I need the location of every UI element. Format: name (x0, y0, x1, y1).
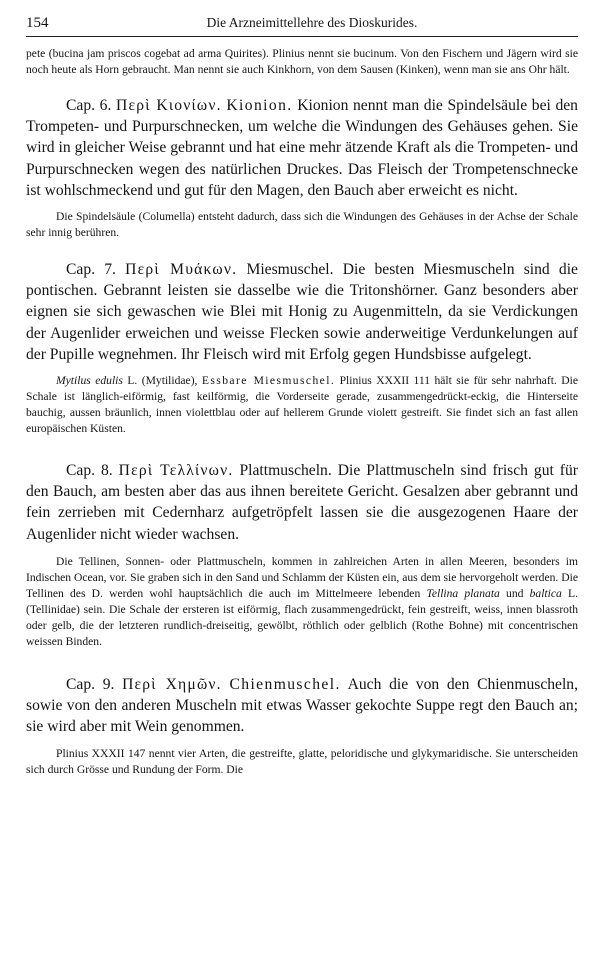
chapter-7-species: Mytilus edulis (56, 374, 123, 388)
page-number: 154 (26, 15, 49, 31)
chapter-8-conjunction: und (506, 586, 524, 600)
chapter-9-greek-title: Περὶ Χημῶν. (122, 675, 222, 693)
chapter-7-greek-title: Περὶ Μυάκων. (125, 261, 238, 279)
chapter-7-note (26, 373, 578, 437)
chapter-8-note (26, 554, 578, 650)
chapter-8-species-2: baltica (529, 586, 562, 600)
chapter-6-body: Kionion nennt man die Spindelsäule bei den Trompeten- und Purpurschnecken, um welche die Windungen des Gehäuses gehen. Sie wird in gleicher Weise gebrannt und hat eine mehr ätzende Kraft als die Trompeten- und Purpurschnecken wegen des natürlichen Druckes. Das Fleisch der Trompetenschnecke ist wohlschmeckend und gut für den Magen, den Bauch aber erweicht es nicht. (26, 97, 578, 199)
chapter-8-label: Cap. 8. (66, 462, 113, 480)
chapter-8-greek-title: Περὶ Τελλίνων. (118, 462, 234, 480)
chapter-8-note-part-a: Die Tellinen, Sonnen- oder Plattmuscheln, kommen in zahlreichen Arten in allen Meeren, besonders im Indischen Ocean, vor. Sie graben sich in den Sand und Schlamm der Küsten ein, aus dem sie hervorgeholt werden. Die Tellinen des D. werden wohl hauptsächlich die auch im Mittelmeere lebenden (26, 554, 578, 600)
chapter-7-paragraph (26, 259, 578, 365)
chapter-8-name: Plattmuscheln. (239, 462, 332, 480)
chapter-9-body: Auch die von den Chienmuscheln, sowie von den anderen Muscheln mit etwas Wasser gekochte Suppe regt den Bauch an; sie wird aber mit Wein genommen. (26, 675, 578, 736)
chapter-7-label: Cap. 7. (66, 261, 116, 279)
chapter-7-common-name: Essbare Miesmuschel. (201, 374, 336, 388)
chapter-6-greek-title: Περὶ Κιονίων. (116, 97, 222, 114)
chapter-6-note: Die Spindelsäule (Columella) entsteht dadurch, dass sich die Windungen des Gehäuses in der Achse der Schale sehr innig berühren. (26, 210, 578, 240)
chapter-9-note: Plinius XXXII 147 nennt vier Arten, die gestreifte, glatte, peloridische und glykymaridische. Sie unterscheiden sich durch Grösse und Rundung der Form. Die (26, 747, 578, 777)
chapter-7-name: Miesmuschel. (246, 261, 334, 279)
running-header (26, 14, 578, 37)
chapter-6-label: Cap. 6. (66, 97, 112, 114)
chapter-6-paragraph (26, 95, 578, 201)
chapter-6-name: Kionion. (226, 97, 293, 114)
chapter-8-body: Die Plattmuscheln sind frisch gut für den Bauch, am besten aber das aus ihnen bereitete Gericht. Gesalzen aber gebrannt und fein zerrieben mit Cedernharz aufgetröpfelt lassen sie die ausgezogenen Haare der Augenlider nicht wieder wachsen. (26, 462, 578, 543)
chapter-9-label: Cap. 9. (66, 675, 115, 693)
chapter-8-note-part-b: L. (Tellinidae) sein. Die Schale der ersteren ist eiförmig, flach zusammengedrückt, fein gestreift, weiss, innen blassroth oder gelb, die der letzteren rundlich-dreiseitig, gewölbt, röthlich oder gelblich (Rothe Bohne) mit concentrischen weissen Binden. (26, 586, 578, 648)
chapter-8-paragraph (26, 460, 578, 545)
chapter-9-name: Chienmuschel. (229, 675, 341, 693)
chapter-8-species-1: Tellina planata (426, 586, 500, 600)
chapter-9-paragraph (26, 674, 578, 738)
chapter-7-note-rest: Plinius XXXII 111 hält sie für sehr nahrhaft. Die Schale ist länglich-eiförmig, fast keilförmig, die Vorderseite gerade, zusammengedrückt-eckig, die Hinterseite bauchig, aussen bräunlich, innen violettblau oder auf hellerem Grunde violett gestreift. Sie findet sich an fast allen europäischen Küsten. (26, 374, 578, 436)
chapter-7-author: L. (Mytilidae), (127, 374, 198, 388)
intro-paragraph: pete (bucina jam priscos cogebat ad arma Quirites). Plinius nennt sie bucinum. Von den Fischern und Jägern wird sie noch heute als Horn gebraucht. Man nennt sie auch Kinkhorn, von dem Sausen (Kinken), wenn man sie ans Ohr hält. (26, 47, 578, 76)
chapter-7-body: Die besten Miesmuscheln sind die pontischen. Gebrannt leisten sie dasselbe wie die Tritonshörner. Ganz besonders aber eignen sie sich gewaschen wie Blei mit Honig zu Augenmitteln, da sie Verdickungen der Augenlider erweichen und weisse Flecken sowie anderweitige Verdunkelungen auf der Pupille wegnehmen. Ihr Fleisch wird mit Erfolg gegen Hundsbisse aufgelegt. (26, 261, 578, 363)
running-title: Die Arzneimittellehre des Dioskurides. (206, 15, 418, 30)
